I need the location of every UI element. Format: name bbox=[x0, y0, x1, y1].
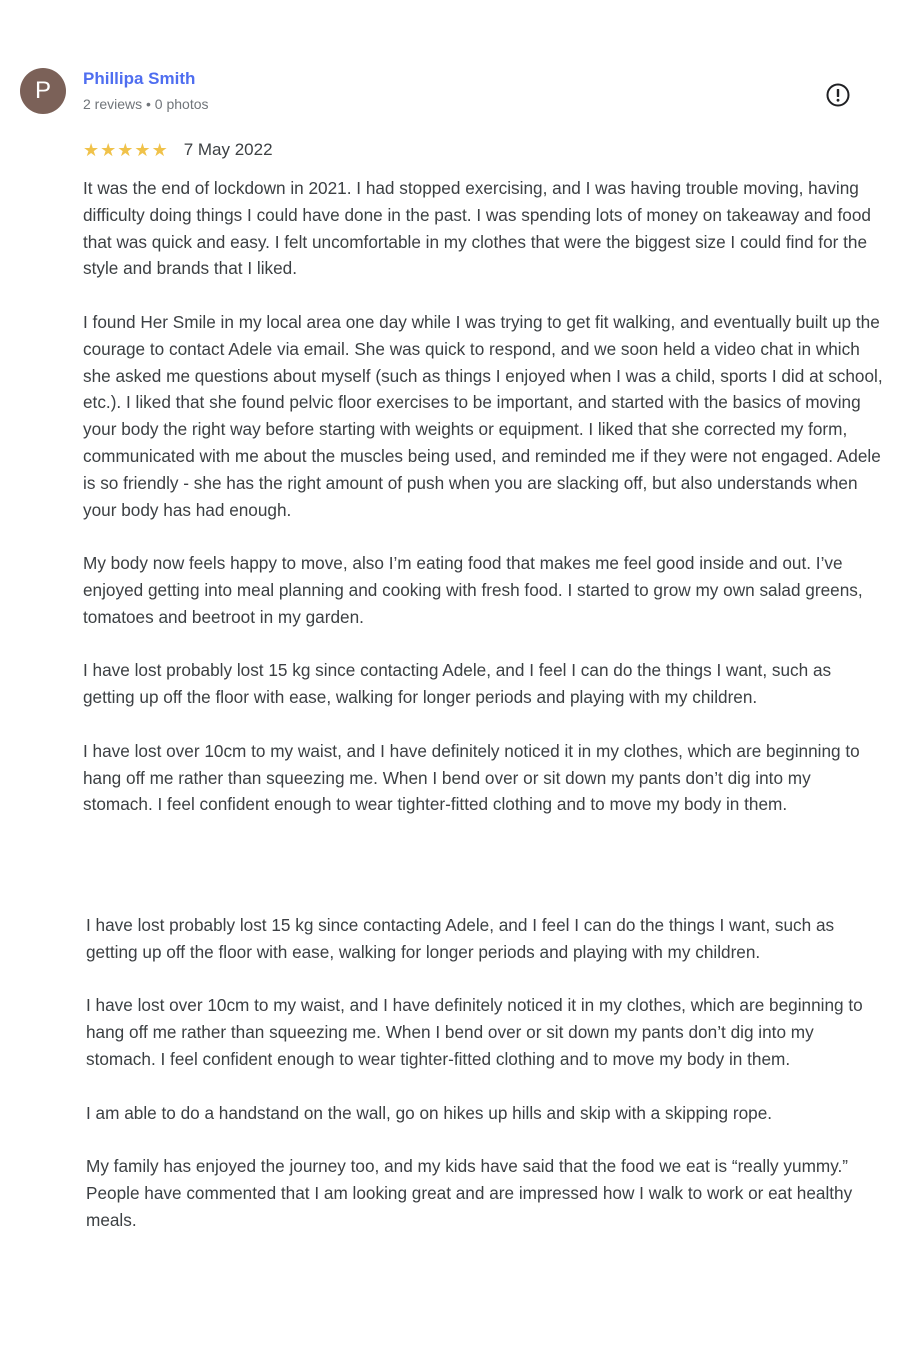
star-icon: ★ bbox=[117, 140, 134, 160]
report-flag-icon bbox=[825, 82, 851, 108]
review-text bbox=[83, 175, 883, 818]
reviewer-stats: 2 reviews • 0 photos bbox=[83, 96, 209, 112]
review-paragraph: It was the end of lockdown in 2021. I had stopped exercising, and I was having trouble moving, having difficulty doing things I could have done in the past. I was spending lots of money on takeaway and food that was quick and easy. I felt uncomfortable in my clothes that were the biggest size I could find for the style and brands that I liked. bbox=[83, 178, 871, 279]
review-paragraph: I found Her Smile in my local area one day while I was trying to get fit walking, and eventually built up the courage to contact Adele via email. She was quick to respond, and we soon held a video chat in which she asked me questions about myself (such as things I enjoyed when I was a child, sports I did at school, etc.). I liked that she found pelvic floor exercises to be important, and started with the basics of moving your body the right way before starting with weights or equipment. I liked that she corrected my form, communicated with me about the muscles being used, and reminded me if they were not engaged. Adele is so friendly - she has the right amount of push when you are slacking off, but also understands when your body has had enough. bbox=[83, 311, 883, 520]
review-paragraph: I have lost over 10cm to my waist, and I have definitely noticed it in my clothes, which are beginning to hang off me rather than squeezing me. When I bend over or sit down my pants don’t dig into my stomach. I feel confident enough to wear tighter-fitted clothing and to move my body in them. bbox=[83, 740, 860, 815]
star-icon: ★ bbox=[151, 140, 168, 160]
star-icon: ★ bbox=[83, 140, 100, 160]
review-paragraph: My family has enjoyed the journey too, and my kids have said that the food we eat is “really yummy.” People have commented that I am looking great and are impressed how I walk to work or eat healthy meals. bbox=[86, 1156, 853, 1230]
report-review-button[interactable] bbox=[824, 81, 852, 109]
star-icon: ★ bbox=[134, 140, 151, 160]
review-paragraph: I have lost probably lost 15 kg since contacting Adele, and I feel I can do the things I want, such as getting up off the floor with ease, walking for longer periods and playing with my children. bbox=[86, 915, 835, 962]
review-text-continued bbox=[86, 912, 886, 1234]
star-rating bbox=[83, 139, 168, 161]
review-date: 7 May 2022 bbox=[183, 140, 273, 159]
review-paragraph: My body now feels happy to move, also I’m eating food that makes me feel good inside and out. I’ve enjoyed getting into meal planning and cooking with fresh food. I started to grow my own salad greens, tomatoes and beetroot in my garden. bbox=[83, 553, 863, 627]
rating-row bbox=[83, 139, 273, 161]
review-paragraph: I am able to do a handstand on the wall, go on hikes up hills and skip with a skipping rope. bbox=[86, 1102, 773, 1123]
review-paragraph: I have lost over 10cm to my waist, and I have definitely noticed it in my clothes, which are beginning to hang off me rather than squeezing me. When I bend over or sit down my pants don’t dig into my stomach. I feel confident enough to wear tighter-fitted clothing and to move my body in them. bbox=[86, 995, 863, 1069]
reviewer-name-link[interactable]: Phillipa Smith bbox=[83, 69, 196, 88]
review-paragraph: I have lost probably lost 15 kg since contacting Adele, and I feel I can do the things I want, such as getting up off the floor with ease, walking for longer periods and playing with my children. bbox=[83, 660, 832, 708]
star-icon: ★ bbox=[100, 140, 117, 160]
avatar[interactable]: P bbox=[20, 68, 66, 114]
